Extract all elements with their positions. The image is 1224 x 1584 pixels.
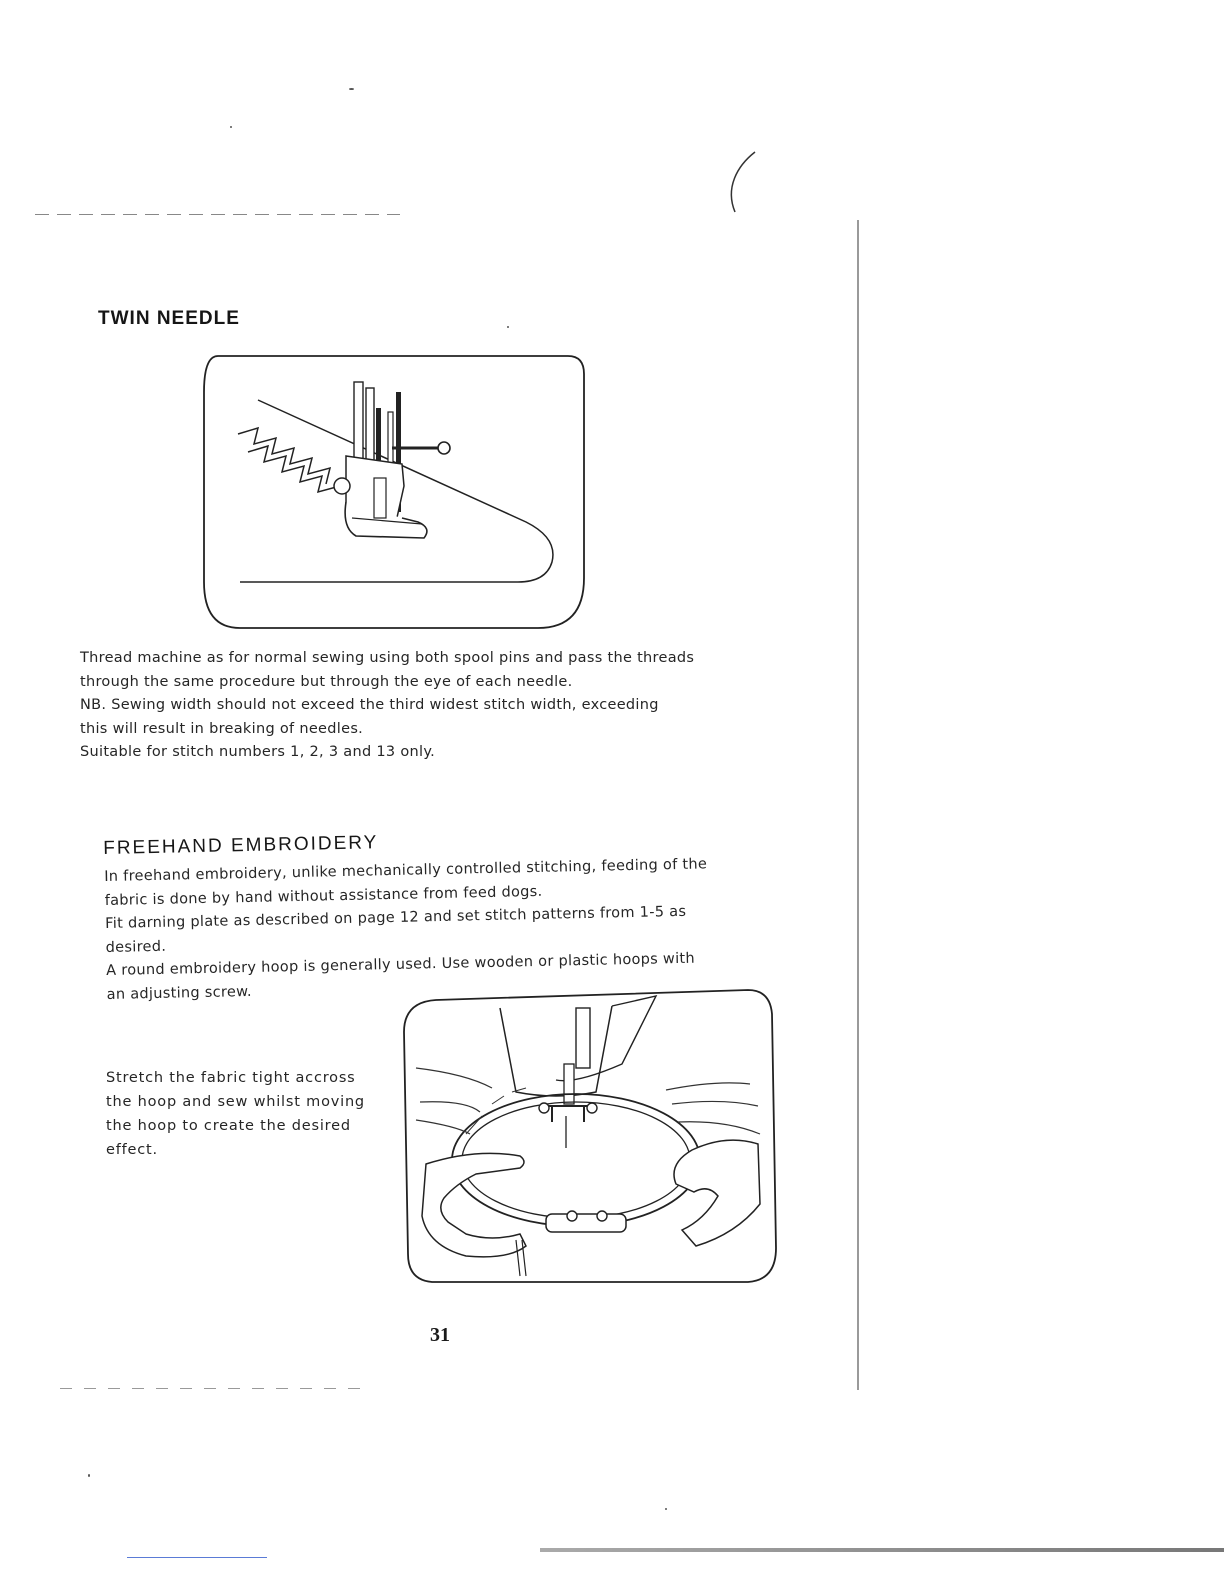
freehand-paragraph-line: an adjusting screw. [106, 983, 253, 1003]
twin-needle-illustration [196, 352, 592, 634]
page-number: 31 [430, 1324, 450, 1346]
scan-speck [349, 88, 354, 90]
scan-speck [230, 126, 232, 128]
twin-needle-paragraph-line: NB. Sewing width should not exceed the third widest stitch width, exceeding [80, 697, 659, 713]
freehand-paragraph-line: A round embroidery hoop is generally used. Use wooden or plastic hoops with [106, 950, 696, 979]
scan-speck [665, 1508, 667, 1510]
scan-bottom-edge-bar [540, 1548, 1224, 1552]
side-note-line: the hoop and sew whilst moving [106, 1094, 365, 1110]
freehand-paragraph-line: desired. [105, 938, 167, 956]
twin-needle-heading: TWIN NEEDLE [98, 308, 240, 329]
twin-needle-paragraph-line: through the same procedure but through the eye of each needle. [80, 673, 573, 690]
scan-speck [507, 326, 509, 328]
side-note-line: effect. [106, 1142, 158, 1158]
freehand-paragraph-line: fabric is done by hand without assistance from feed dogs. [104, 883, 543, 909]
twin-needle-paragraph-line: Thread machine as for normal sewing using both spool pins and pass the threads [80, 650, 695, 666]
scan-speck [88, 1474, 90, 1477]
freehand-paragraph-line: Fit darning plate as described on page 12 and set stitch patterns from 1-5 as [105, 903, 687, 932]
corner-bracket-mark [715, 148, 765, 218]
scan-artifact-bottom-dashes [60, 1388, 360, 1389]
scan-artifact-top-dashes [35, 214, 400, 215]
side-note-line: the hoop to create the desired [106, 1118, 351, 1134]
twin-needle-paragraph-line: Suitable for stitch numbers 1, 2, 3 and 13 only. [80, 744, 436, 760]
freehand-embroidery-heading: FREEHAND EMBROIDERY [103, 832, 379, 859]
freehand-paragraph-line: In freehand embroidery, unlike mechanically controlled stitching, feeding of the [104, 856, 708, 885]
twin-needle-paragraph-line: this will result in breaking of needles. [80, 720, 364, 737]
twin-needle-instructions [80, 647, 740, 765]
hoop-side-note [106, 1066, 376, 1162]
scan-bottom-blue-line [127, 1557, 267, 1558]
embroidery-hoop-illustration [396, 984, 782, 1286]
side-note-line: Stretch the fabric tight accross [106, 1070, 356, 1086]
scan-right-edge-line [857, 220, 859, 1390]
